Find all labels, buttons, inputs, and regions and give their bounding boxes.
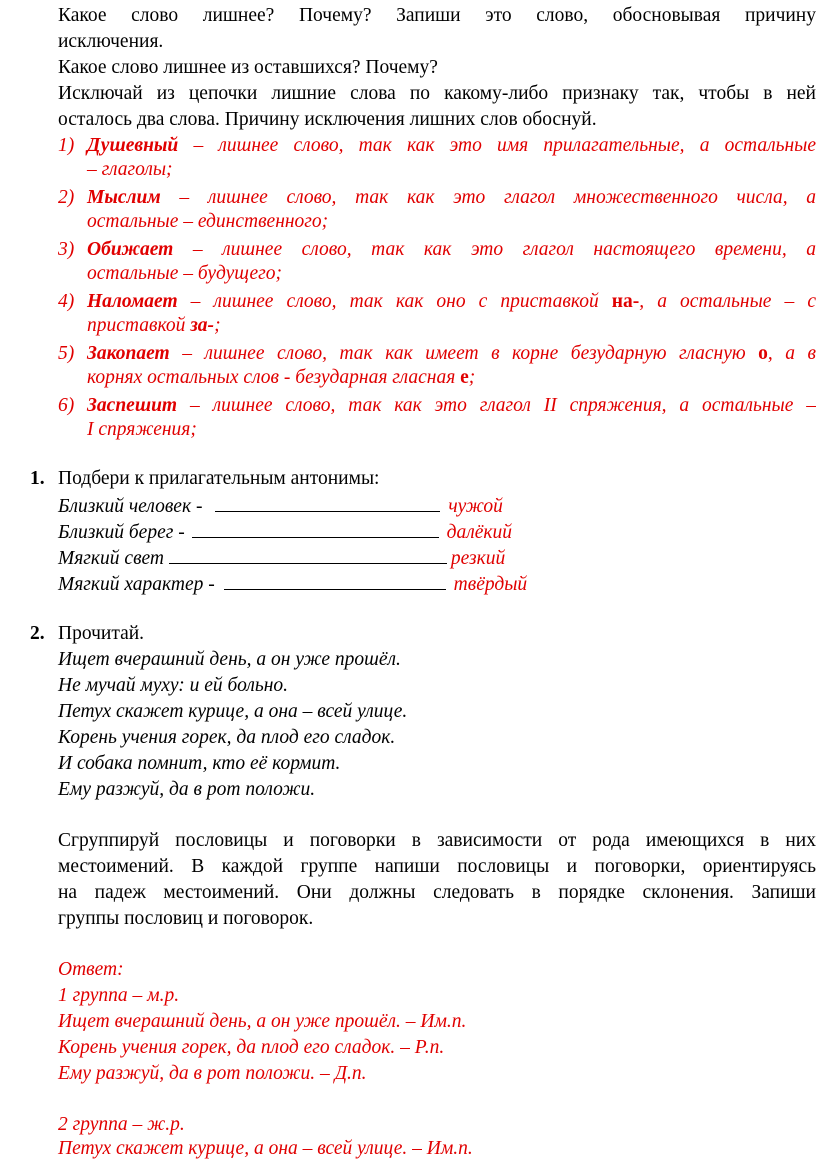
proverb: Корень учения горек, да плод его сладок.: [58, 727, 396, 748]
antonym-label: Близкий человек -: [58, 496, 208, 517]
answer-line: остальные – единственного;: [87, 211, 329, 232]
proverb: И собака помнит, кто её кормит.: [58, 753, 341, 774]
answer-text: ;: [468, 367, 476, 388]
proverb: Не мучай муху: и ей больно.: [58, 675, 289, 696]
proverb: Ему разжуй, да в рот положи.: [58, 779, 316, 800]
answer-label: Ответ:: [58, 959, 124, 980]
intro-line: Какое слово лишнее? Почему? Запиши это слово, обосновывая причину: [58, 5, 816, 26]
answer-line: остальные – будущего;: [87, 263, 283, 284]
instruction-line: Сгруппируй пословицы и поговорки в зависимости от рода имеющихся в них: [58, 830, 816, 851]
answer-text: – лишнее слово, так как это глагол II спряжения, а остальные –: [177, 395, 816, 416]
antonym-label: Близкий берег -: [58, 522, 190, 543]
antonym-answer: далёкий: [446, 522, 512, 543]
answer-text: – лишнее слово, так как имеет в корне безударную гласную: [169, 343, 759, 364]
answer-text: ;: [214, 315, 221, 336]
intro-line: Какое слово лишнее из оставшихся? Почему?: [58, 57, 438, 78]
answer-text: , а в: [767, 343, 816, 364]
answer-text: корнях остальных слов - безударная гласная: [87, 367, 461, 388]
answer-line: [87, 290, 816, 314]
antonym-row: [58, 493, 503, 519]
answer-text: – лишнее слово, так как это имя прилагательные, а остальные: [178, 135, 816, 156]
list-number: 6): [58, 395, 75, 416]
vowel: е: [460, 367, 469, 388]
answer-blank: [215, 493, 440, 512]
answer-line: [87, 342, 816, 366]
answer-text: – лишнее слово, так как оно с приставкой: [177, 291, 612, 312]
task-number: 1.: [30, 468, 45, 489]
vowel: о: [758, 343, 768, 364]
group-item: Петух скажет курице, а она – всей улице. – Им.п.: [58, 1138, 473, 1159]
answer-text: – лишнее слово, так как это глагол множественного числа, а: [160, 187, 816, 208]
instruction-line: местоимений. В каждой группе напиши пословицы и поговорки, ориентируясь: [58, 856, 816, 877]
answer-word: Закопает: [87, 343, 170, 364]
antonym-answer: чужой: [448, 496, 503, 517]
intro-line: осталось два слова. Причину исключения лишних слов обоснуй.: [58, 109, 597, 130]
instruction-line: на падеж местоимений. Они должны следовать в порядке склонения. Запиши: [58, 882, 816, 903]
list-number: 2): [58, 187, 75, 208]
answer-line: [87, 134, 816, 158]
answer-word: Обижает: [87, 239, 174, 260]
prefix: на-: [611, 291, 640, 312]
antonym-answer: твёрдый: [453, 574, 528, 595]
answer-line: [87, 366, 475, 390]
antonym-row: [58, 519, 512, 545]
antonym-answer: резкий: [450, 548, 506, 569]
proverb: Ищет вчерашний день, а он уже прошёл.: [58, 649, 401, 670]
answer-word: Душевный: [87, 135, 179, 156]
antonym-row: [58, 545, 505, 571]
answer-word: Мыслим: [87, 187, 161, 208]
answer-line: [87, 186, 816, 210]
instruction-line: группы пословиц и поговорок.: [58, 908, 314, 929]
intro-line: Исключай из цепочки лишние слова по какому-либо признаку так, чтобы в ней: [58, 83, 816, 104]
group-item: Корень учения горек, да плод его сладок. – Р.п.: [58, 1037, 445, 1058]
group-item: Ищет вчерашний день, а он уже прошёл. – Им.п.: [58, 1011, 467, 1032]
answer-line: [87, 394, 816, 418]
answer-blank: [224, 571, 446, 590]
list-number: 4): [58, 291, 75, 312]
group-title: 1 группа – м.р.: [58, 985, 180, 1006]
answer-text: , а остальные – с: [639, 291, 816, 312]
antonym-label: Мягкий характер -: [58, 574, 220, 595]
task-title: Подбери к прилагательным антонимы:: [58, 468, 380, 489]
answer-line: I спряжения;: [87, 419, 197, 440]
answer-blank: [192, 519, 439, 538]
prefix: за-: [190, 315, 215, 336]
answer-text: приставкой: [87, 315, 191, 336]
answer-line: [87, 238, 816, 262]
answer-text: – лишнее слово, так как это глагол настоящего времени, а: [173, 239, 816, 260]
task-title: Прочитай.: [58, 623, 145, 644]
list-number: 5): [58, 343, 75, 364]
antonym-row: [58, 571, 527, 597]
answer-word: Наломает: [87, 291, 178, 312]
task-number: 2.: [30, 623, 45, 644]
answer-word: Заспешит: [87, 395, 178, 416]
group-title: 2 группа – ж.р.: [58, 1114, 185, 1135]
list-number: 1): [58, 135, 75, 156]
proverb: Петух скажет курице, а она – всей улице.: [58, 701, 408, 722]
group-item: Ему разжуй, да в рот положи. – Д.п.: [58, 1063, 367, 1084]
answer-line: [87, 314, 221, 338]
answer-blank: [169, 545, 447, 564]
intro-line: исключения.: [58, 31, 164, 52]
antonym-label: Мягкий свет: [58, 548, 169, 569]
answer-line: – глаголы;: [87, 159, 173, 180]
list-number: 3): [58, 239, 75, 260]
